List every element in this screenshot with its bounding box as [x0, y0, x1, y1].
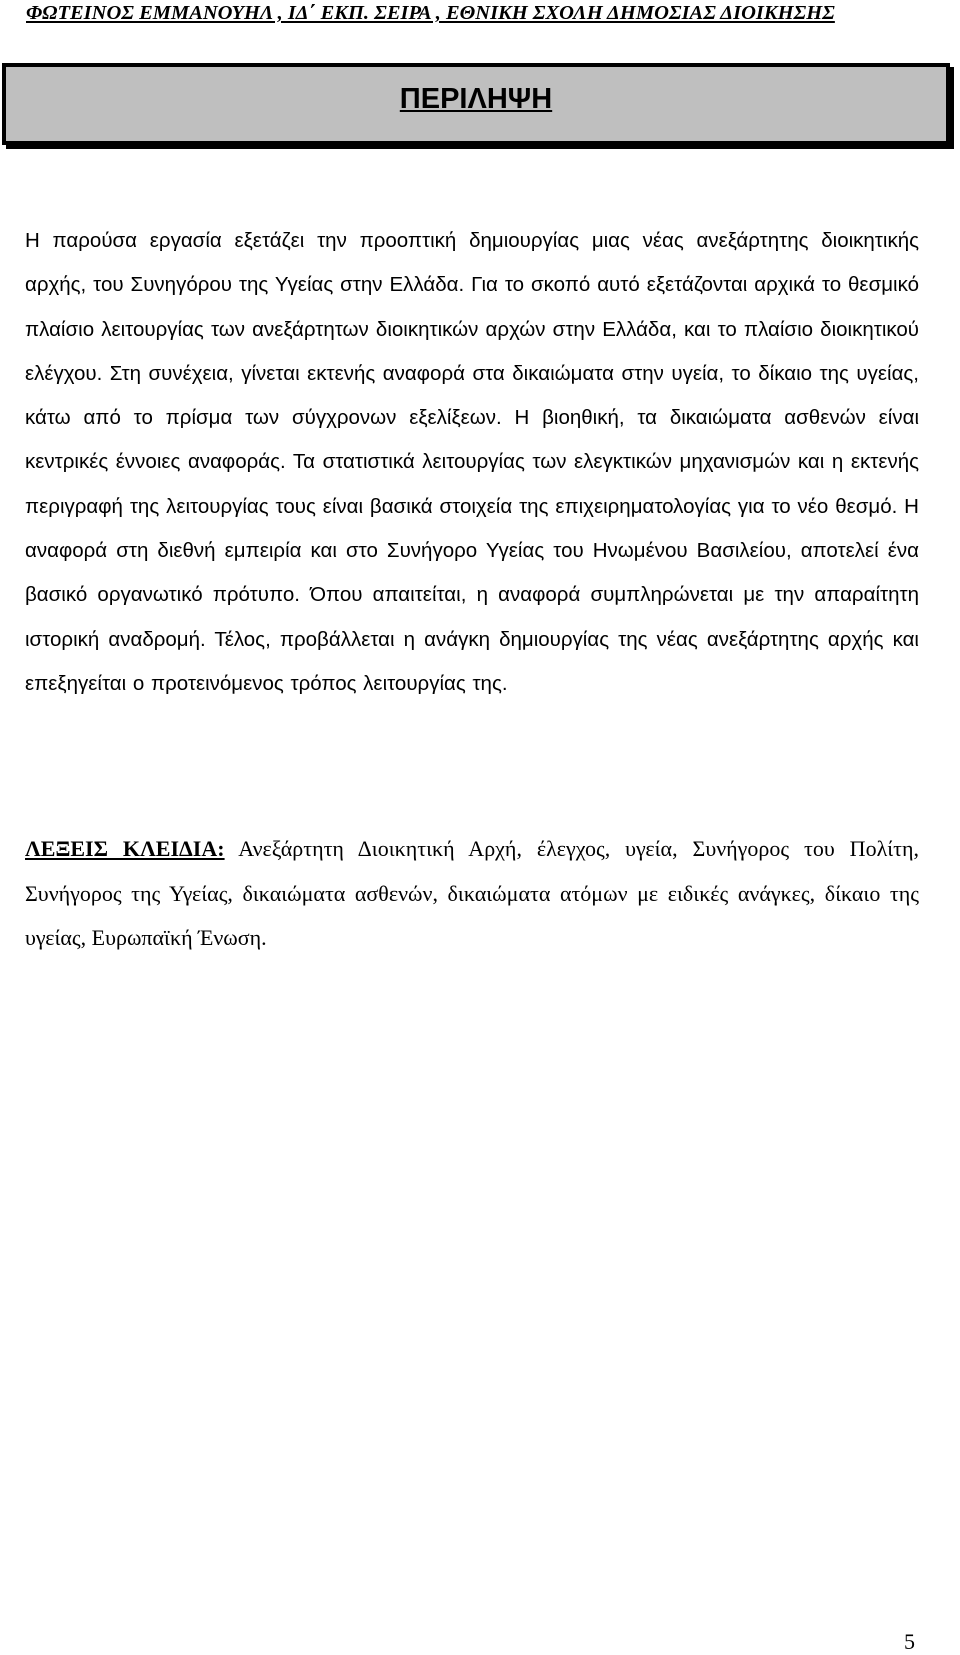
abstract-paragraph: Η παρούσα εργασία εξετάζει την προοπτική δημιουργίας μιας νέας ανεξάρτητης διοικητικής αρχής, του Συνηγόρου της Υγείας στην Ελλάδα. Για το σκοπό αυτό εξετάζονται αρχικά το θεσμικό πλαίσιο λειτουργίας των ανεξάρτητων διοικητικών αρχών στην Ελλάδα, και το πλαίσιο διοικητικού ελέγχου. Στη συνέχεια, γίνεται εκτενής αναφορά στα δικαιώματα στην υγεία, το δίκαιο της υγείας, κάτω από το πρίσμα των σύγχρονων εξελίξεων. Η βιοηθική, τα δικαιώματα ασθενών είναι κεντρικές έννοιες αναφοράς. Τα στατιστικά λειτουργίας των ελεγκτικών μηχανισμών και η εκτενής περιγραφή της λειτουργίας τους είναι βασικά στοιχεία της επιχειρηματολογίας για το νέο θεσμό. Η αναφορά στη διεθνή εμπειρία και στο Συνήγορο Υγείας του Ηνωμένου Βασιλείου, αποτελεί ένα βασικό οργανωτικό πρότυπο. Όπου απαιτείται, η αναφορά συμπληρώνεται με την απαραίτητη ιστορική αναδρομή. Τέλος, προβάλλεται η ανάγκη δημιουργίας της νέας ανεξάρτητης αρχής και επεξηγείται ο προτεινόμενος τρόπος λειτουργίας της.	[25, 229, 919, 695]
keywords-list: Ανεξάρτητη Διοικητική Αρχή, έλεγχος, υγεία, Συνήγορος του Πολίτη, Συνήγορος της Υγείας, δικαιώματα ασθενών, δικαιώματα ατόμων με ειδικές ανάγκες, δίκαιο της υγείας, Ευρωπαϊκή Ένωση.	[25, 836, 919, 950]
keywords-paragraph	[25, 827, 919, 961]
running-header: ΦΩΤΕΙΝΟΣ ΕΜΜΑΝΟΥΗΛ , ΙΔ΄ ΕΚΠ. ΣΕΙΡΑ , ΕΘΝΙΚΗ ΣΧΟΛΗ ΔΗΜΟΣΙΑΣ ΔΙΟΙΚΗΣΗΣ	[26, 2, 835, 24]
section-title-box	[2, 63, 950, 145]
keywords-label: ΛΕΞΕΙΣ ΚΛΕΙΔΙΑ:	[25, 836, 225, 861]
page-number: 5	[904, 1629, 915, 1654]
section-title: ΠΕΡΙΛΗΨΗ	[399, 83, 553, 115]
